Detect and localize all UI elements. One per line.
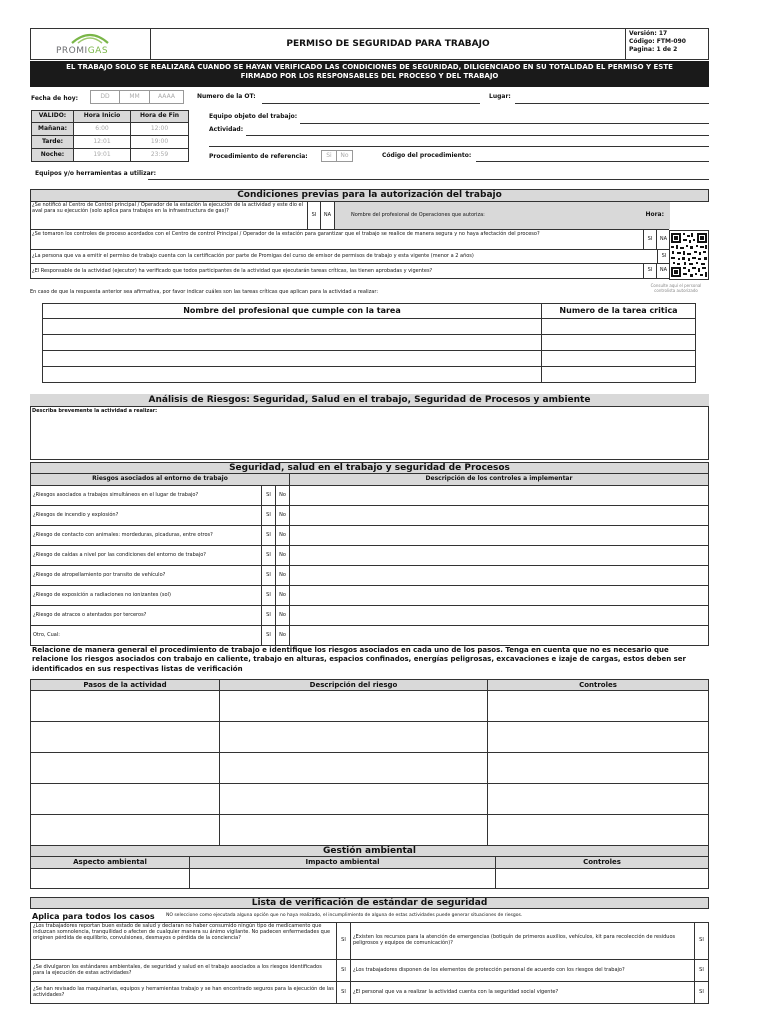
env-header bbox=[30, 857, 709, 869]
sst-risk-row bbox=[30, 566, 709, 586]
date-fields bbox=[90, 90, 184, 104]
sst-risk-row bbox=[30, 486, 709, 506]
shift-night-start[interactable]: 19:01 bbox=[74, 149, 131, 162]
validity-table bbox=[31, 110, 189, 162]
procedure-code-input[interactable] bbox=[476, 161, 709, 162]
shift-morning-label: Mañana: bbox=[31, 123, 74, 136]
sst-risk-no[interactable]: No bbox=[276, 506, 290, 526]
sst-risk-si[interactable]: SI bbox=[262, 566, 276, 586]
qr-code-box[interactable] bbox=[669, 230, 709, 280]
checklist-q4-text: ¿Los trabajadores disponen de los elementos de protección personal de acuerdo con los riesgos del trabajo? bbox=[351, 960, 695, 982]
risk-description-cell[interactable] bbox=[220, 753, 488, 784]
steps-row bbox=[30, 815, 709, 846]
prior-q4-row bbox=[30, 264, 669, 279]
sst-risk-no[interactable]: No bbox=[276, 566, 290, 586]
checklist-table bbox=[30, 922, 709, 1004]
sst-risk-text: Otro, Cual: bbox=[30, 626, 262, 646]
prior-q1-row bbox=[30, 202, 669, 230]
steps-row bbox=[30, 753, 709, 784]
sst-risk-row bbox=[30, 546, 709, 566]
checklist-q3-si[interactable]: SI bbox=[337, 960, 351, 982]
checklist-title: Lista de verificación de estándar de seguridad bbox=[30, 897, 709, 909]
checklist-q3-text: ¿Se divulgaron los estándares ambientales, de seguridad y salud en el trabajo asociados a los riesgos identificados para la ejecución de estas actividades? bbox=[30, 960, 337, 982]
prior-q4-text: ¿El Responsable de la actividad (ejecutor) ha verificado que todos participantes de la actividad que ejecutarán tareas críticas, las tienen aprobadas y vigentes? bbox=[32, 268, 433, 274]
shift-afternoon-start[interactable]: 12:01 bbox=[74, 136, 131, 149]
env-impact-cell[interactable] bbox=[190, 869, 496, 889]
risk-description-cell[interactable] bbox=[220, 815, 488, 846]
sst-col-controls: Descripción de los controles a implementar bbox=[290, 474, 709, 486]
prior-q3-text: ¿La persona que va a emitir el permiso de trabajo cuenta con la certificación por parte de Promigas del curso de emisor de permisos de trabajo y esta vigente (menor a 2 años) bbox=[32, 253, 474, 259]
risk-description-cell[interactable] bbox=[220, 784, 488, 815]
warning-banner: EL TRABAJO SOLO SE REALIZARÁ CUANDO SE HAYAN VERIFICADO LAS CONDICIONES DE SEGURIDAD, DILIGENCIADO EN SU TOTALIDAD EL PERMISO Y ESTE FIRMADO POR LOS RESPONSABLES DEL PROCESO Y DEL TRABAJO bbox=[30, 61, 709, 87]
prior-q2-si[interactable]: SI bbox=[643, 230, 657, 249]
step-controls-cell[interactable] bbox=[488, 784, 709, 815]
critical-name-cell[interactable] bbox=[42, 319, 542, 335]
checklist-q5-si[interactable]: SI bbox=[337, 982, 351, 1004]
sst-risk-text: ¿Riesgos asociados a trabajos simultáneos en el lugar de trabajo? bbox=[30, 486, 262, 506]
shift-morning-start[interactable]: 6:00 bbox=[74, 123, 131, 136]
prior-conditions-title: Condiciones previas para la autorización del trabajo bbox=[30, 189, 709, 202]
procedure-code-label: Código del procedimiento: bbox=[382, 152, 472, 159]
prior-q3-row bbox=[30, 250, 669, 264]
prior-q1-si[interactable]: SI bbox=[307, 202, 321, 229]
env-col-aspect: Aspecto ambiental bbox=[30, 857, 190, 869]
procedure-options bbox=[321, 150, 353, 162]
critical-task-cell[interactable] bbox=[542, 335, 696, 351]
procedure-no-option[interactable]: No bbox=[337, 150, 353, 162]
prior-q2-na[interactable]: NA bbox=[659, 235, 668, 242]
risk-description-cell[interactable] bbox=[220, 722, 488, 753]
env-title: Gestión ambiental bbox=[30, 845, 709, 857]
sst-risk-si[interactable]: SI bbox=[262, 546, 276, 566]
sst-risk-no[interactable]: No bbox=[276, 486, 290, 506]
sst-control-cell[interactable] bbox=[290, 506, 709, 526]
ot-input[interactable] bbox=[262, 103, 480, 104]
sst-control-cell[interactable] bbox=[290, 546, 709, 566]
critical-task-cell[interactable] bbox=[542, 367, 696, 383]
sst-risk-row bbox=[30, 626, 709, 646]
shift-night-end[interactable]: 23:59 bbox=[131, 149, 189, 162]
checklist-q6-text: ¿El personal que va a realizar la actividad cuenta con la seguridad social vigente? bbox=[351, 982, 695, 1004]
checklist-q1-si[interactable]: SI bbox=[337, 922, 351, 960]
steps-intro: Relacione de manera general el procedimiento de trabajo e identifique los riesgos asociados en cada uno de los pasos. Tenga en cuenta que no es necesario que relacione los riesgos asociados con trabajo en caliente, trabajo en alturas, espacios confinados, energías peligrosas, excavaciones e izaje de cargas, estos deben ser identificados en sus respectivas listas de verificación bbox=[32, 646, 687, 673]
shift-morning-end[interactable]: 12:00 bbox=[131, 123, 189, 136]
promigas-logo-icon bbox=[70, 31, 110, 45]
activity-label: Actividad: bbox=[209, 126, 244, 133]
form-title: PERMISO DE SEGURIDAD PARA TRABAJO bbox=[286, 39, 490, 49]
steps-row bbox=[30, 784, 709, 815]
sst-rows bbox=[30, 486, 709, 646]
critical-tasks-table bbox=[42, 303, 696, 383]
date-year-input[interactable]: AAAA bbox=[150, 90, 184, 104]
activity-input-line2[interactable] bbox=[209, 146, 709, 147]
sst-control-cell[interactable] bbox=[290, 486, 709, 506]
procedure-label: Procedimiento de referencia: bbox=[209, 153, 308, 160]
sst-risk-row bbox=[30, 586, 709, 606]
sst-risk-si[interactable]: SI bbox=[262, 506, 276, 526]
sst-risk-row bbox=[30, 506, 709, 526]
sst-risk-no[interactable]: No bbox=[276, 526, 290, 546]
env-col-impact: Impacto ambiental bbox=[190, 857, 496, 869]
step-controls-cell[interactable] bbox=[488, 815, 709, 846]
sst-risk-row bbox=[30, 526, 709, 546]
prior-q1-text: ¿Se notificó al Centro de Control principal / Operador de la estación la ejecución de la actividad y este dio el aval para su ejecución (solo aplica para trabajos en la infraestructura de gas)? bbox=[32, 202, 303, 215]
env-controls-cell[interactable] bbox=[496, 869, 709, 889]
activity-input[interactable] bbox=[246, 135, 709, 136]
step-cell[interactable] bbox=[30, 691, 220, 722]
step-cell[interactable] bbox=[30, 784, 220, 815]
shift-afternoon-end[interactable]: 19:00 bbox=[131, 136, 189, 149]
sst-risk-si[interactable]: SI bbox=[262, 586, 276, 606]
sst-risk-si[interactable]: SI bbox=[262, 526, 276, 546]
sst-title: Seguridad, salud en el trabajo y seguridad de Procesos bbox=[30, 462, 709, 474]
step-cell[interactable] bbox=[30, 753, 220, 784]
checklist-note: NO seleccione como ejecutada alguna opción que no haya realizado, el incumplimiento de alguna de estas actividades puede generar situaciones de riesgos. bbox=[166, 913, 523, 918]
sst-risk-text: ¿Riesgo de atropellamiento por transito de vehículo? bbox=[30, 566, 262, 586]
place-input[interactable] bbox=[515, 103, 709, 104]
qr-caption: Consulte aquí el personal controlista autorizado bbox=[650, 283, 702, 294]
step-controls-cell[interactable] bbox=[488, 691, 709, 722]
env-row bbox=[30, 869, 709, 889]
critical-name-cell[interactable] bbox=[42, 367, 542, 383]
hour-label: Hora: bbox=[552, 202, 670, 229]
version-box bbox=[625, 28, 709, 60]
tools-label: Equipos y/o herramientas a utilizar: bbox=[35, 170, 156, 177]
tools-input[interactable] bbox=[148, 179, 709, 180]
critical-name-cell[interactable] bbox=[42, 335, 542, 351]
steps-row bbox=[30, 691, 709, 722]
sst-risk-text: ¿Riesgo de exposición a radiaciones no ionizantes (sol) bbox=[30, 586, 262, 606]
end-header: Hora de Fin bbox=[131, 110, 189, 123]
sst-risk-no[interactable]: No bbox=[276, 626, 290, 646]
sst-risk-no[interactable]: No bbox=[276, 586, 290, 606]
step-controls-cell[interactable] bbox=[488, 722, 709, 753]
equipment-label: Equipo objeto del trabajo: bbox=[209, 113, 298, 120]
checklist-q6-si[interactable]: SI bbox=[695, 982, 709, 1004]
sst-control-cell[interactable] bbox=[290, 626, 709, 646]
activity-description-box[interactable] bbox=[30, 406, 709, 460]
step-cell[interactable] bbox=[30, 815, 220, 846]
page-text: Pagina: 1 de 2 bbox=[629, 45, 678, 53]
sst-header bbox=[30, 474, 709, 486]
prior-q2-row bbox=[30, 230, 669, 250]
logo-box bbox=[30, 28, 151, 60]
shift-night-label: Noche: bbox=[31, 149, 74, 162]
start-header: Hora Inicio bbox=[74, 110, 131, 123]
sst-risk-text: ¿Riesgo de caídas a nivel por las condiciones del entorno de trabajo? bbox=[30, 546, 262, 566]
prior-q1-na[interactable]: NA bbox=[321, 202, 335, 229]
steps-row bbox=[30, 722, 709, 753]
critical-col-name: Nombre del profesional que cumple con la tarea bbox=[42, 303, 542, 319]
shift-afternoon-label: Tarde: bbox=[31, 136, 74, 149]
risk-analysis-title: Análisis de Riesgos: Seguridad, Salud en el trabajo, Seguridad de Procesos y ambiente bbox=[30, 394, 709, 406]
critical-tasks-note: En caso de que la respuesta anterior sea afirmativa, por favor indicar cuáles son las tareas críticas que aplican para la actividad a realizar: bbox=[30, 289, 379, 295]
version-text: Versión: 17 bbox=[629, 30, 668, 37]
step-cell[interactable] bbox=[30, 722, 220, 753]
sst-risk-text: ¿Riesgo de atracos o atentados por terceros? bbox=[30, 606, 262, 626]
steps-table bbox=[30, 679, 709, 846]
place-label: Lugar: bbox=[489, 93, 511, 100]
operator-name-label: Nombre del profesional de Operaciones que autoriza: bbox=[335, 202, 552, 229]
date-day-input[interactable]: DD bbox=[90, 90, 120, 104]
sst-risk-no[interactable]: No bbox=[276, 606, 290, 626]
sst-control-cell[interactable] bbox=[290, 526, 709, 546]
checklist-apply: Aplica para todos los casos bbox=[32, 912, 155, 921]
checklist-q1-text: ¿Los trabajadores reportan buen estado de salud y declaran no haber consumido ningún tipo de medicamento que induzcan somnolencia, tranquilidad o afecten de cualquier manera su ánimo vigilante. No padecen enfermedades que originen pérdida de equilibrio, convulsiones, desmayos o pérdida de la conciencia? bbox=[30, 922, 337, 960]
risk-description-cell[interactable] bbox=[220, 691, 488, 722]
date-month-input[interactable]: MM bbox=[120, 90, 150, 104]
sst-risk-row bbox=[30, 606, 709, 626]
sst-risk-si[interactable]: SI bbox=[262, 606, 276, 626]
step-controls-cell[interactable] bbox=[488, 753, 709, 784]
sst-risk-si[interactable]: SI bbox=[262, 626, 276, 646]
checklist-q4-si[interactable]: SI bbox=[695, 960, 709, 982]
sst-control-cell[interactable] bbox=[290, 586, 709, 606]
sst-control-cell[interactable] bbox=[290, 606, 709, 626]
prior-q4-si[interactable]: SI bbox=[643, 264, 657, 278]
critical-name-cell[interactable] bbox=[42, 351, 542, 367]
activity-description-label: Describa brevemente la actividad a realizar: bbox=[32, 408, 158, 414]
steps-col-steps: Pasos de la actividad bbox=[30, 679, 220, 691]
qr-code-icon bbox=[670, 231, 708, 279]
sst-col-risks: Riesgos asociados al entorno de trabajo bbox=[30, 474, 290, 486]
equipment-input[interactable] bbox=[300, 123, 709, 124]
sst-control-cell[interactable] bbox=[290, 566, 709, 586]
critical-task-cell[interactable] bbox=[542, 351, 696, 367]
checklist-q5-text: ¿Se han revisado las maquinarias, equipos y herramientas trabajo y se han encontrado seguros para la ejecución de las actividades? bbox=[30, 982, 337, 1004]
env-col-controls: Controles bbox=[496, 857, 709, 869]
prior-q3-si[interactable]: SI bbox=[657, 250, 670, 263]
sst-risk-text: ¿Riesgos de incendio y explosión? bbox=[30, 506, 262, 526]
sst-risk-si[interactable]: SI bbox=[262, 486, 276, 506]
steps-col-risk: Descripción del riesgo bbox=[220, 679, 488, 691]
validity-header: VALIDO: bbox=[31, 110, 74, 123]
prior-q2-text: ¿Se tomaron los controles de proceso acordados con el Centro de control Principal / Operador de la estación para garantizar que el trabajo se realice de manera segura y no haya afectación del proceso? bbox=[32, 231, 540, 237]
code-text: Código: FTM-090 bbox=[629, 37, 686, 45]
procedure-si-option[interactable]: Si bbox=[321, 150, 337, 162]
env-aspect-cell[interactable] bbox=[30, 869, 190, 889]
critical-col-task: Numero de la tarea critica bbox=[542, 303, 696, 319]
checklist-q2-text: ¿Existen los recursos para la atención de emergencias (botiquín de primeros auxilios, vehículos, kit para recolección de residuos peligrosos y equipos de comunicación)? bbox=[351, 922, 695, 960]
sst-risk-text: ¿Riesgo de contacto con animales: mordeduras, picaduras, entre otros? bbox=[30, 526, 262, 546]
sst-risk-no[interactable]: No bbox=[276, 546, 290, 566]
steps-col-controls: Controles bbox=[488, 679, 709, 691]
date-label: Fecha de hoy: bbox=[31, 95, 79, 102]
checklist-q2-si[interactable]: SI bbox=[695, 922, 709, 960]
prior-q4-na[interactable]: NA bbox=[659, 267, 668, 274]
critical-task-cell[interactable] bbox=[542, 319, 696, 335]
logo-text: PROMIGAS bbox=[56, 46, 109, 56]
ot-label: Numero de la OT: bbox=[197, 93, 256, 100]
